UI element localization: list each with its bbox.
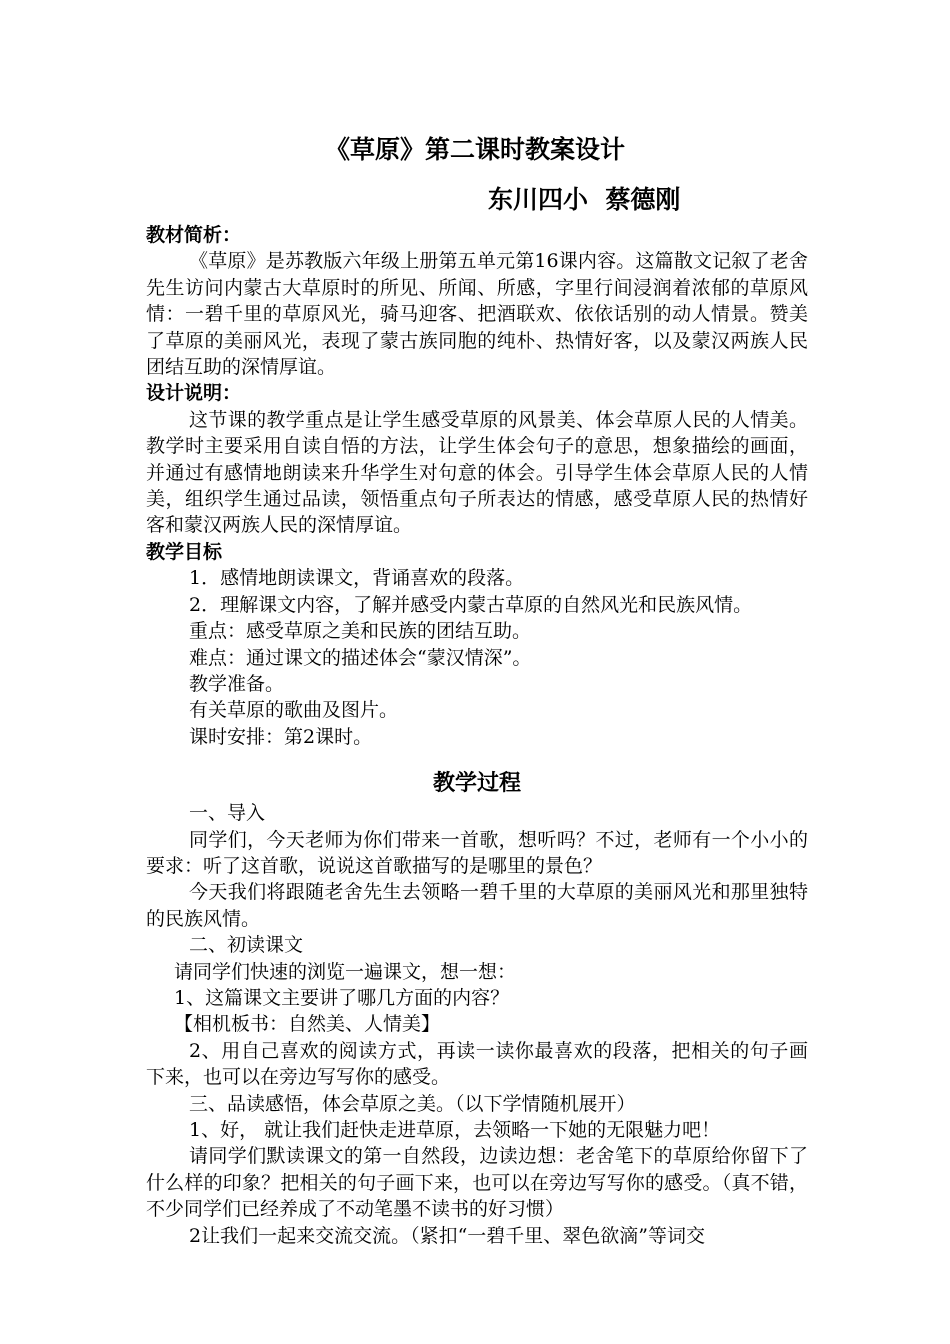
step-2-title: 二、初读课文 [189, 934, 304, 957]
goal-item-1: 1．感情地朗读课文，背诵喜欢的段落。 [189, 567, 525, 590]
step-3-title: 三、品读感悟，体会草原之美。（以下学情随机展开） [189, 1092, 636, 1115]
author-line: 东川四小 蔡德刚 [488, 185, 681, 214]
step-2-board-note: 【相机板书：自然美、人情美】 [174, 1013, 441, 1036]
step-2-paragraph-4: 2、用自己喜欢的阅读方式，再读一读你最喜欢的段落，把相关的句子画下来，也可以在旁边写写你的感受。 [146, 1039, 808, 1089]
goal-item-2: 2．理解课文内容，了解并感受内蒙古草原的自然风光和民族风情。 [189, 593, 753, 616]
paragraph-design: 这节课的教学重点是让学生感受草原的风景美、体会草原人民的人情美。教学时主要采用自读自悟的方法，让学生体会句子的意思，想象描绘的画面，并通过有感情地朗读来升华学生对句意的体会。引导学生体会草原人民的人情美，组织学生通过品读，领悟重点句子所表达的情感，感受草原人民的热情好客和蒙汉两族人民的深情厚谊。 [146, 408, 808, 537]
paragraph-material: 《草原》是苏教版六年级上册第五单元第16课内容。这篇散文记叙了老舍先生访问内蒙古大草原时的所见、所闻、所感，字里行间浸润着浓郁的草原风情：一碧千里的草原风光，骑马迎客、把酒联欢、依依话别的动人情景。赞美了草原的美丽风光，表现了蒙古族同胞的纯朴、热情好客，以及蒙汉两族人民团结互助的深情厚谊。 [146, 250, 808, 379]
heading-design: 设计说明： [146, 382, 242, 405]
step-1-title: 一、导入 [189, 802, 266, 825]
step-2-paragraph-1: 请同学们快速的浏览一遍课文，想一想： [174, 960, 517, 983]
step-1-paragraph-2: 今天我们将跟随老舍先生去领略一碧千里的大草原的美丽风光和那里独特的民族风情。 [146, 881, 808, 930]
schedule: 课时安排：第2课时。 [189, 725, 373, 748]
step-3-paragraph-2: 请同学们默读课文的第一自然段，边读边想：老舍笔下的草原给你留下了什么样的印象？把相关的句子画下来，也可以在旁边写写你的感受。（真不错，不少同学们已经养成了不动笔墨不读书的好习惯） [146, 1145, 808, 1221]
document-body [146, 222, 808, 1249]
section-title-process: 教学过程 [432, 770, 521, 797]
heading-goals: 教学目标 [146, 540, 223, 563]
difficulty: 难点：通过课文的描述体会“蒙汉情深”。 [189, 646, 532, 669]
step-2-paragraph-2: 1、这篇课文主要讲了哪几方面的内容？ [174, 986, 510, 1009]
step-3-paragraph-1: 1、好， 就让我们赶快走进草原，去领略一下她的无限魅力吧！ [189, 1119, 721, 1141]
heading-material: 教材简析： [146, 224, 242, 246]
prep-label: 教学准备。 [189, 672, 285, 695]
step-3-paragraph-3: 2让我们一起来交流交流。（紧扣“一碧千里、翠色欲滴”等词交 [189, 1224, 706, 1247]
prep-items: 有关草原的歌曲及图片。 [189, 699, 399, 722]
document-title: 《草原》第二课时教案设计 [324, 135, 625, 164]
key-point: 重点：感受草原之美和民族的团结互助。 [189, 620, 532, 643]
step-1-paragraph-1: 同学们，今天老师为你们带来一首歌，想听吗？不过，老师有一个小小的要求：听了这首歌，说说这首歌描写的是哪里的景色？ [146, 828, 808, 877]
